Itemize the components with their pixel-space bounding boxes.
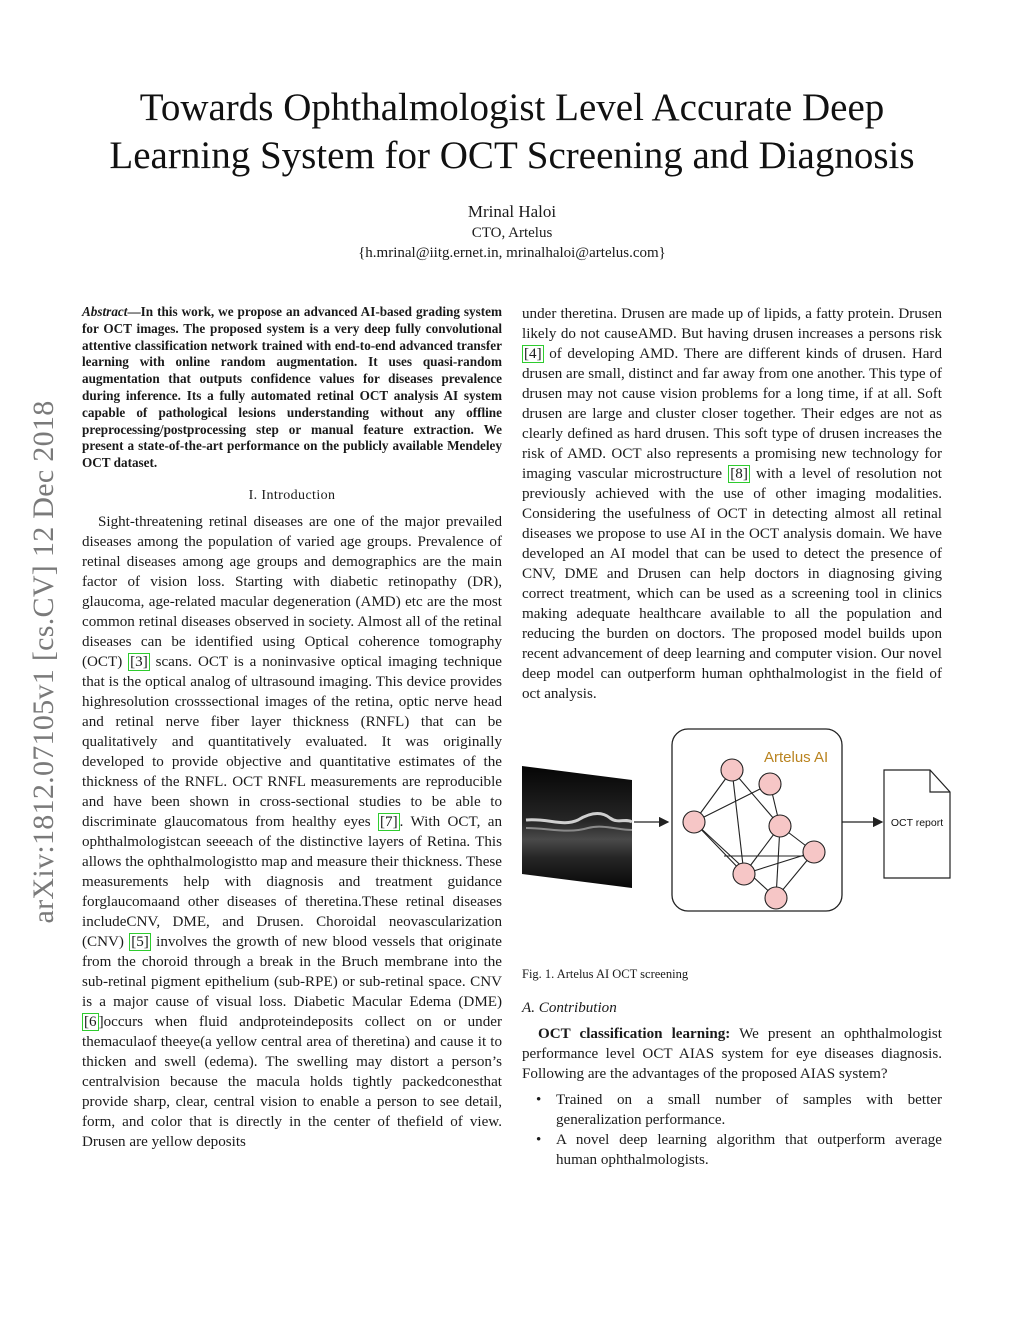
- intro-text: under theretina. Drusen are made up of lipids, a fatty protein. Drusen likely do not causeAMD. But having drusen increases a persons risk: [522, 306, 942, 342]
- citation-link[interactable]: [6: [84, 1013, 97, 1030]
- citation-link[interactable]: [7]: [380, 813, 398, 830]
- brand-label: Artelus AI: [764, 749, 829, 766]
- report-label: OCT report: [890, 817, 944, 829]
- intro-text: ]occurs when fluid andproteindeposits collect on or under themaculaof theeye(a yellow central area of theretina) and cause it to thicken and swell (edema). The swelling may distort a person’s centralvision because the macula holds tightly packedconesthat provide sharp, clear, central vision to enable a person to see detail, form, and color that is directly in the center of thefield of view. Drusen are yellow deposits: [82, 1013, 502, 1150]
- title-line-2: Learning System for OCT Screening and Diagnosis: [109, 134, 915, 177]
- paper-title: [60, 84, 964, 180]
- network-nodes: [683, 759, 825, 909]
- right-column: [522, 304, 942, 1170]
- contribution-paragraph: [522, 1024, 942, 1084]
- citation-link[interactable]: [3]: [130, 653, 148, 670]
- citation-link[interactable]: [4]: [524, 346, 542, 362]
- title-line-1: Towards Ophthalmologist Level Accurate Deep: [139, 86, 885, 129]
- intro-text: involves the growth of new blood vessels that originate from the choroid through a break in the Bruch membrane into the sub-retinal pigment epithelium (sub-RPE) or sub-retinal space. CNV is a major cause of visual loss. Diabetic Macular Edema (DME): [82, 933, 502, 1010]
- figure-caption: Fig. 1. Artelus AI OCT screening: [522, 967, 689, 981]
- subsection-heading-contribution: A. Contribution: [522, 1000, 617, 1016]
- intro-text: Sight-threatening retinal diseases are one of the major prevailed diseases among the population of varied age groups. Prevalence of retinal diseases among age groups and demographics are the main factor of vision loss. Starting with diabetic retinopathy (DR), glaucoma, age-related macular degeneration (AMD) etc are the most common retinal diseases observed in society. Almost all of the retinal diseases can be identified using Optical coherence tomography (OCT): [82, 513, 502, 670]
- figure-diagram: [518, 724, 958, 964]
- abstract-label: Abstract: [82, 304, 128, 319]
- list-item: • Trained on a small number of samples with better generalization performance.: [522, 1090, 942, 1130]
- list-item: • A novel deep learning algorithm that outperform average human ophthalmologists.: [522, 1130, 942, 1170]
- left-column: [82, 304, 502, 1152]
- abstract-dash: —: [127, 304, 141, 319]
- arxiv-identifier: arXiv:1812.07105v1 [cs.CV] 12 Dec 2018: [27, 400, 60, 924]
- contribution-lead: OCT classification learning:: [538, 1026, 731, 1042]
- author-name: Mrinal Haloi: [467, 202, 557, 221]
- abstract-text: In this work, we propose an advanced AI-based grading system for OCT images. The proposed system is a very deep fully convolutional attentive classification network trained with end-to-end advanced transfer learning with online random augmentation. It uses quasi-random augmentation that outputs confidence values for diseases prevalence during inference. Its a fully automated retinal OCT analysis AI system capable of pathological lesions understanding without any offline preprocessing/postprocessing step or manual feature extraction. We present a state-of-the-art performance on the publicly available Mendeley OCT dataset.: [82, 304, 502, 471]
- intro-text: scans. OCT is a noninvasive optical imaging technique that is the optical analog of ultrasound imaging. This device provides highresolution crosssectional images of the retina, optic nerve head and retinal nerve fiber layer thickness (RNFL) that can be qualitatively and quantitatively evaluated. It was originally developed to provide objective and quantitative estimates of the thickness of the RNFL. OCT RNFL measurements are reproducible and have been shown in cross-sectional studies to be able to discriminate glaucomatous from healthy eyes: [82, 653, 503, 830]
- oct-scan-image: [522, 766, 632, 888]
- intro-paragraph-continued: [522, 304, 942, 704]
- citation-link[interactable]: [8]: [730, 466, 748, 482]
- author-affiliation: CTO, Artelus: [471, 225, 553, 241]
- intro-paragraph: [82, 512, 502, 1152]
- contribution-text: We present an ophthalmologist performance level OCT AIAS system for eye diseases diagnosis. Following are the advantages of the proposed AIAS system?: [522, 1026, 943, 1082]
- citation-link[interactable]: [5]: [131, 933, 149, 950]
- author-email: {h.mrinal@iitg.ernet.in, mrinalhaloi@artelus.com}: [358, 245, 666, 261]
- intro-text: of developing AMD. There are different kinds of drusen. Hard drusen are small, distinct and far away from one another. This type of drusen may not cause vision problems for a long time, if at all. Soft drusen are large and cluster closer together. Their edges are not as clearly defined as hard drusen. This soft type of drusen increases the risk of AMD. OCT also represents a promising new technology for imaging vascular microstructure: [522, 346, 942, 482]
- contribution-list: [522, 1090, 942, 1170]
- figure-1: [518, 724, 958, 964]
- section-heading-introduction: I. Introduction: [248, 487, 336, 503]
- intro-text: . With OCT, an ophthalmologistcan seeeach of the distinctive layers of Retina. This allows the ophthalmologistto map and measure their thickness. These measurements help with diagnosis and treatment guidance forglaucomaand other diseases of theretina.These retinal diseases includeCNV, DME, and Drusen. Choroidal neovascularization (CNV): [82, 813, 502, 950]
- abstract: [82, 304, 502, 472]
- intro-text: with a level of resolution not previously achieved with the use of other imaging modalities. Considering the usefulness of OCT in detecting almost all retinal diseases we propose to use AI in the OCT analysis domain. We have developed an AI model that can be used to detect the presence of CNV, DME and Drusen can help doctors in diagnosing giving correct treatment, which can be used as a screening tool in clinics making adequate healthcare available to all the population and reducing the burden on doctors. The proposed model builds upon recent advancement of deep learning and computer vision. Our novel deep model can outperform human ophthalmologist in the field of oct analysis.: [522, 466, 942, 702]
